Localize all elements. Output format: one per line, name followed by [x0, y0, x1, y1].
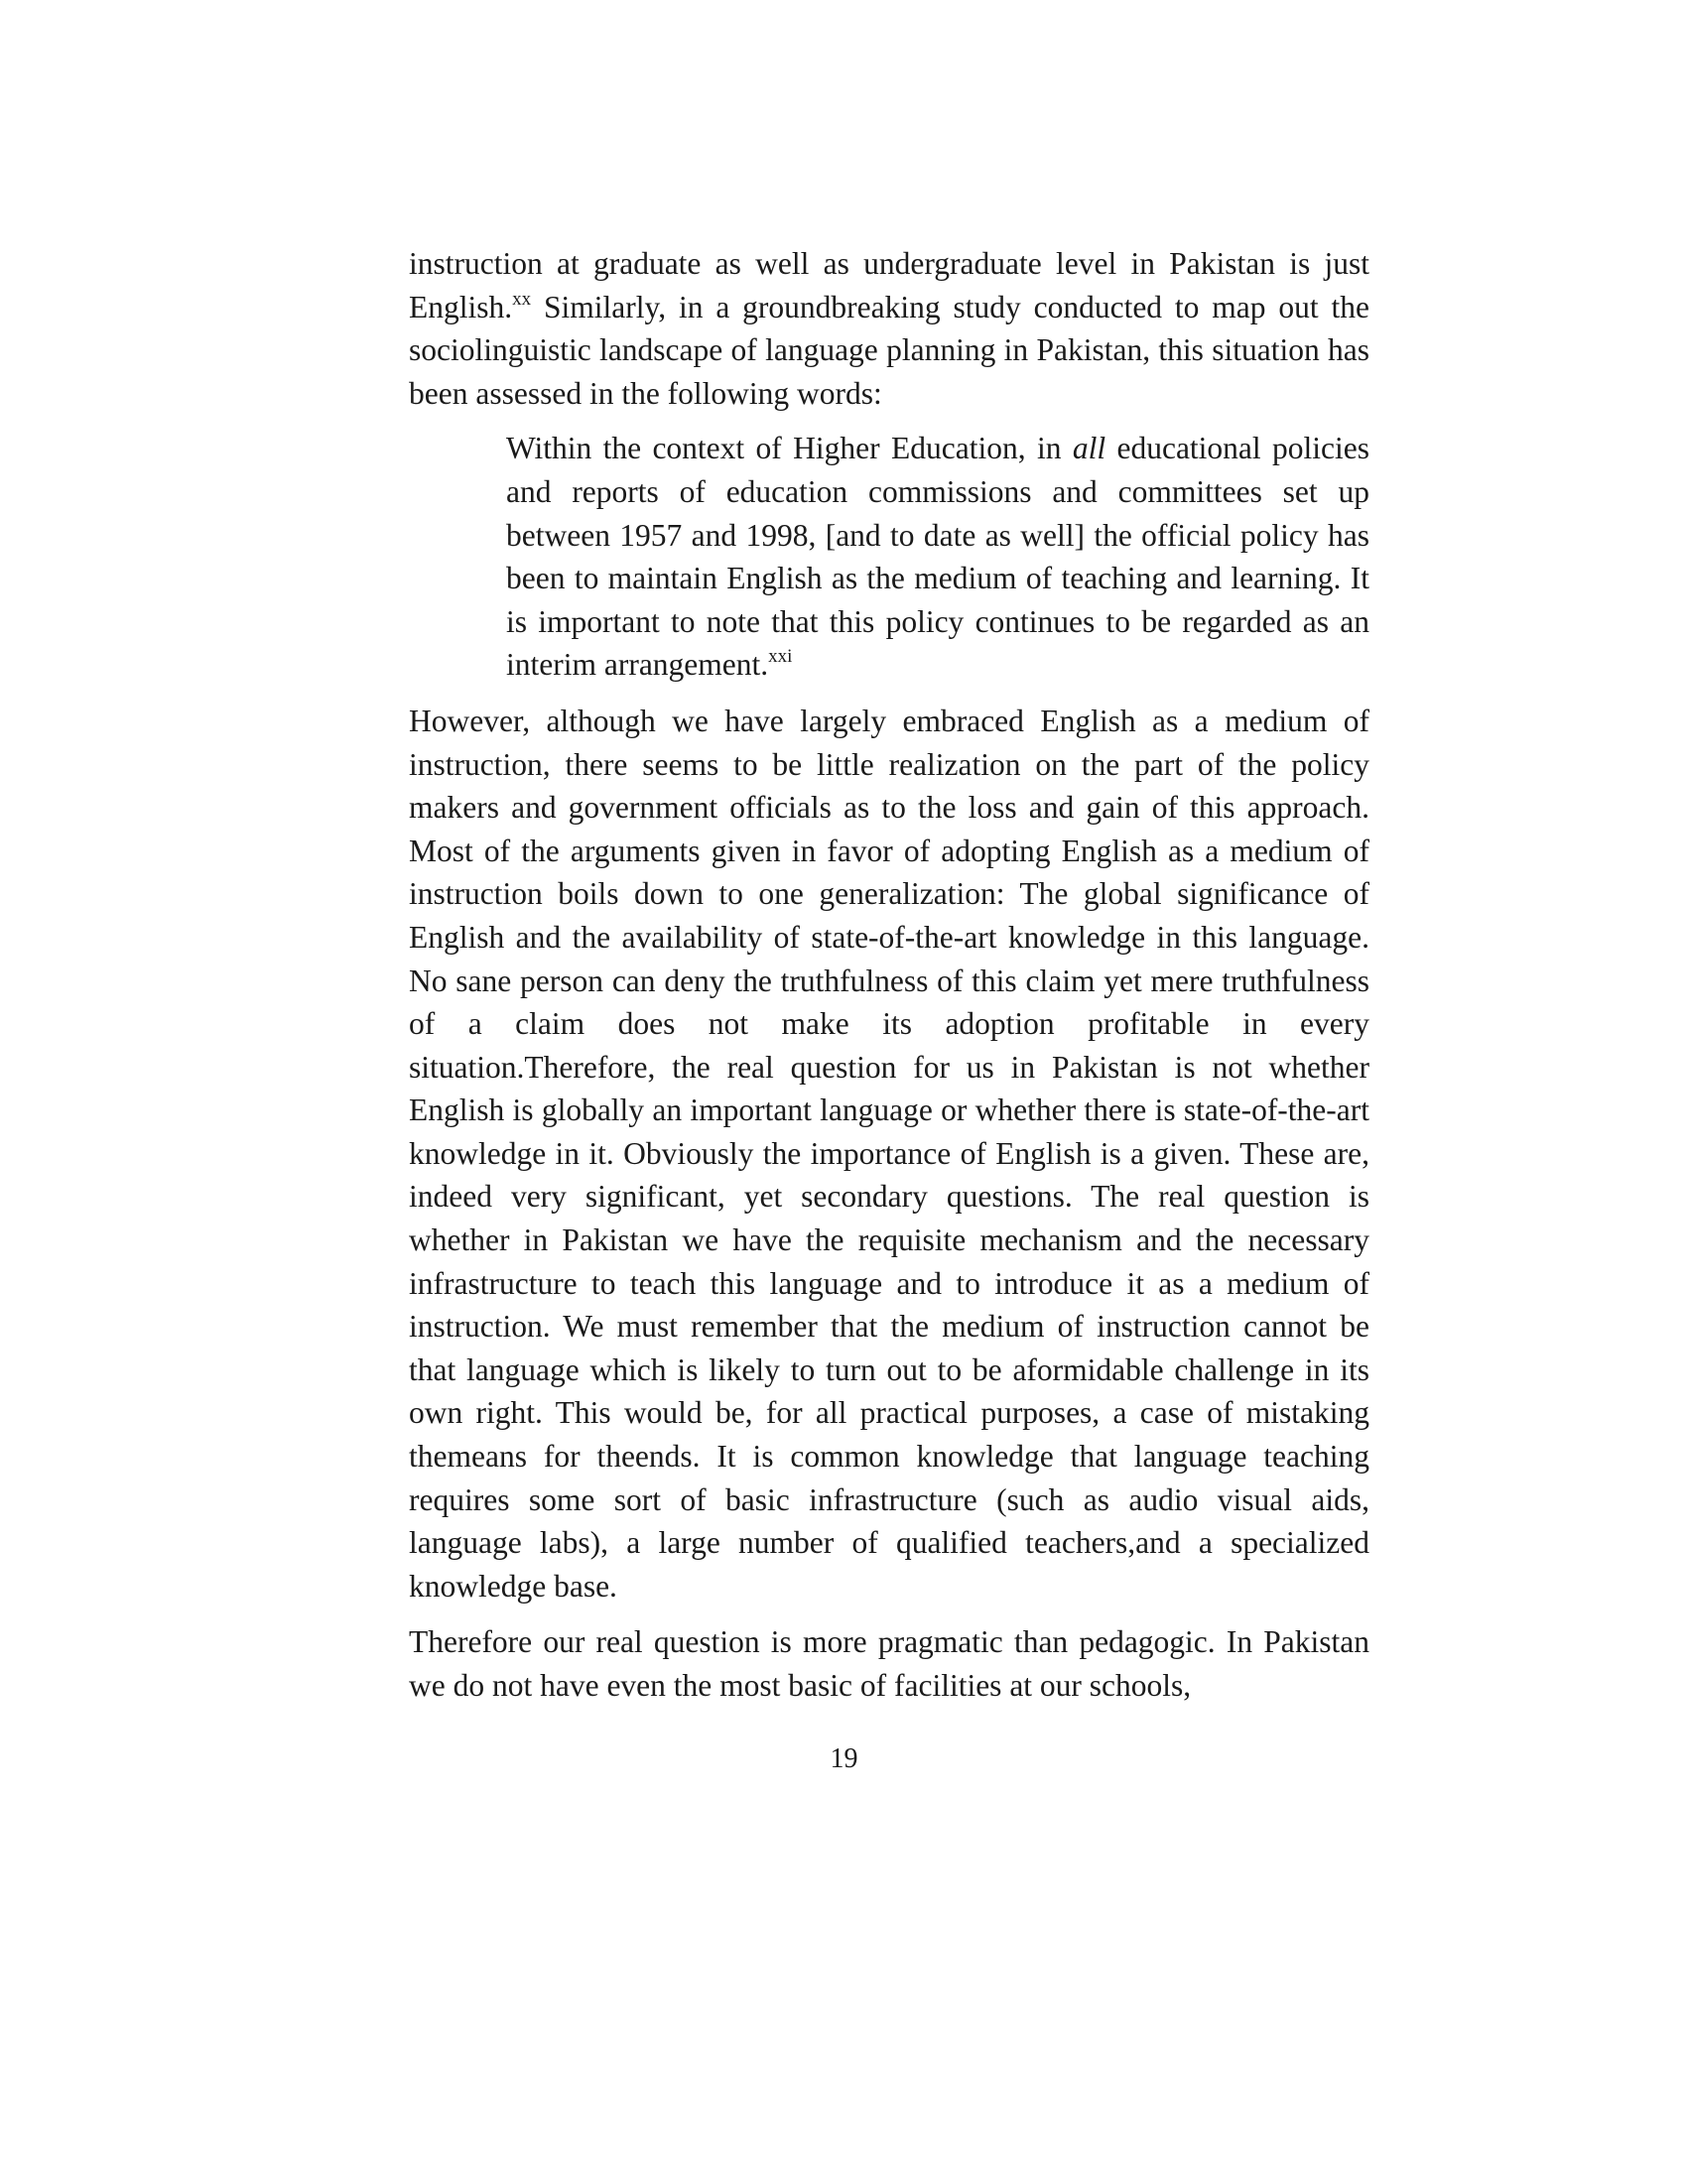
block-quote-text-1: Within the context of Higher Education, in [506, 431, 1073, 466]
footnote-ref-xxi[interactable]: xxi [768, 646, 793, 668]
paragraph-main: However, although we have largely embraced English as a medium of instruction, there seems to be little realization on the part of the policy makers and government officials as to the loss and gain of this approach. Most of the arguments given in favor of adopting English as a medium of instruction boils down to one generalization: The global significance of English and the availability of state-of-the-art knowledge in this language. No sane person can deny the truthfulness of this claim yet mere truthfulness of a claim does not make its adoption profitable in every situation.Therefore, the real question for us in Pakistan is not whether English is globally an important language or whether there is state-of-the-art knowledge in it. Obviously the importance of English is a given. These are, indeed very significant, yet secondary questions. The real question is whether in Pakistan we have the requisite mechanism and the necessary infrastructure to teach this language and to introduce it as a medium of instruction. We must remember that the medium of instruction cannot be that language which is likely to turn out to be aformidable challenge in its own right. This would be, for all practical purposes, a case of mistaking themeans for theends. It is common knowledge that language teaching requires some sort of basic infrastructure (such as audio visual aids, language labs), a large number of qualified teachers,and a specialized knowledge base. [409, 703, 1369, 1604]
page-body [409, 242, 1369, 1708]
paragraph-intro-text-1: instruction at graduate as well as undergraduate level in Pakistan is just English. [409, 246, 1369, 324]
block-quote-emphasis: all [1072, 431, 1106, 466]
footnote-ref-xx[interactable]: xx [512, 288, 532, 310]
paragraph-intro-text-2: Similarly, in a groundbreaking study conducted to map out the sociolinguistic landscape of language planning in Pakistan, this situation has been assessed in the following words: [409, 289, 1369, 411]
block-quote-text-2: educational policies and reports of education commissions and committees set up between 1957 and 1998, [and to date as well] the official policy has been to maintain English as the medium of teaching and learning. It is important to note that this policy continues to be regarded as an interim arrangement. [506, 431, 1370, 683]
paragraph-intro [409, 242, 1369, 415]
paragraph-closing: Therefore our real question is more pragmatic than pedagogic. In Pakistan we do not have even the most basic of facilities at our schools, [409, 1624, 1369, 1703]
page-number: 19 [830, 1743, 858, 1774]
block-quote [506, 427, 1369, 687]
